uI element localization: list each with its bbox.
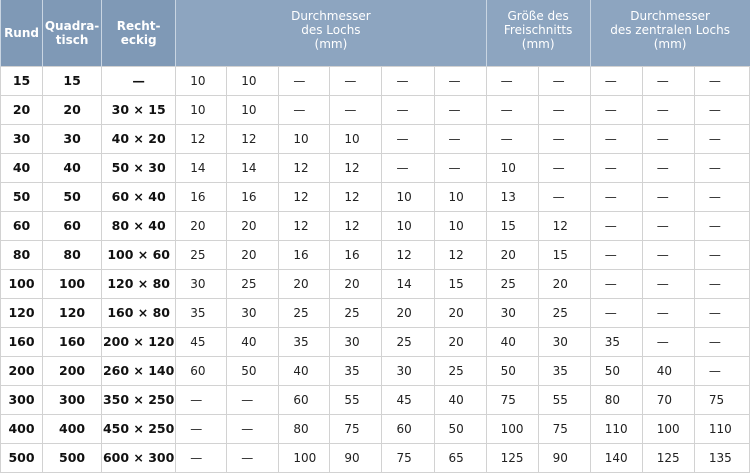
table-cell: 10 <box>486 153 538 182</box>
table-cell: 35 <box>590 327 642 356</box>
table-row <box>1 95 750 124</box>
table-cell: 14 <box>382 269 434 298</box>
table-cell: 10 <box>330 124 382 153</box>
table-row <box>1 385 750 414</box>
table-cell: 260 × 140 <box>102 356 176 385</box>
table-cell: 35 <box>330 356 382 385</box>
table-cell: 30 <box>43 124 102 153</box>
table-cell: 20 <box>330 269 382 298</box>
table-cell: 40 <box>43 153 102 182</box>
table-cell: 65 <box>434 443 486 472</box>
table-cell: 12 <box>330 182 382 211</box>
table-cell: 45 <box>176 327 227 356</box>
table-cell: — <box>102 66 176 95</box>
table-cell: 200 × 120 <box>102 327 176 356</box>
table-cell: 500 <box>1 443 43 472</box>
table-cell: 75 <box>330 414 382 443</box>
table-cell: — <box>642 211 694 240</box>
table-cell: 15 <box>486 211 538 240</box>
table-cell: 75 <box>486 385 538 414</box>
table-cell: 55 <box>330 385 382 414</box>
table-row <box>1 153 750 182</box>
table-cell: 120 <box>1 298 43 327</box>
table-cell: 35 <box>279 327 330 356</box>
table-cell: 50 × 30 <box>102 153 176 182</box>
table-cell: — <box>590 153 642 182</box>
table-cell: 10 <box>434 211 486 240</box>
table-cell: 125 <box>642 443 694 472</box>
table-cell: 10 <box>227 66 279 95</box>
table-cell: 20 <box>434 298 486 327</box>
table-cell: 100 <box>279 443 330 472</box>
table-cell: 60 <box>1 211 43 240</box>
table-cell: — <box>694 95 749 124</box>
table-cell: 25 <box>227 269 279 298</box>
table-cell: 200 <box>1 356 43 385</box>
table-cell: 50 <box>1 182 43 211</box>
table-row <box>1 269 750 298</box>
table-cell: 20 <box>176 211 227 240</box>
table-cell: — <box>538 66 590 95</box>
table-cell: 350 × 250 <box>102 385 176 414</box>
table-cell: — <box>642 153 694 182</box>
table-cell: 60 <box>279 385 330 414</box>
table-cell: 300 <box>1 385 43 414</box>
table-cell: 110 <box>694 414 749 443</box>
table-cell: 75 <box>538 414 590 443</box>
table-cell: 30 <box>330 327 382 356</box>
header-freischnitt: Größe des Freischnitts (mm) <box>486 0 590 66</box>
table-cell: 25 <box>538 298 590 327</box>
table-cell: 100 <box>1 269 43 298</box>
table-cell: 120 <box>43 298 102 327</box>
table-cell: 60 <box>43 211 102 240</box>
table-cell: 80 <box>1 240 43 269</box>
table-cell: — <box>590 211 642 240</box>
table-cell: 35 <box>176 298 227 327</box>
table-cell: 16 <box>227 182 279 211</box>
table-cell: 20 <box>538 269 590 298</box>
table-cell: — <box>694 124 749 153</box>
table-cell: — <box>382 95 434 124</box>
table-cell: 35 <box>538 356 590 385</box>
table-cell: 400 <box>1 414 43 443</box>
table-cell: 30 <box>227 298 279 327</box>
table-cell: — <box>176 385 227 414</box>
table-cell: 10 <box>382 211 434 240</box>
table-cell: 25 <box>486 269 538 298</box>
table-cell: — <box>538 153 590 182</box>
table-cell: 40 <box>279 356 330 385</box>
table-cell: 12 <box>279 182 330 211</box>
table-cell: — <box>642 327 694 356</box>
table-row <box>1 211 750 240</box>
table-cell: 12 <box>538 211 590 240</box>
table-row <box>1 327 750 356</box>
table-cell: 40 <box>227 327 279 356</box>
table-cell: — <box>590 95 642 124</box>
table-cell: 12 <box>279 211 330 240</box>
table-cell: 30 <box>538 327 590 356</box>
table-cell: 135 <box>694 443 749 472</box>
table-cell: 14 <box>227 153 279 182</box>
table-cell: — <box>227 414 279 443</box>
table-cell: 20 <box>1 95 43 124</box>
table-cell: — <box>590 269 642 298</box>
table-cell: 25 <box>382 327 434 356</box>
table-cell: 120 × 80 <box>102 269 176 298</box>
table-cell: — <box>382 153 434 182</box>
table-cell: 100 × 60 <box>102 240 176 269</box>
table-cell: 25 <box>330 298 382 327</box>
table-cell: 50 <box>486 356 538 385</box>
table-cell: 15 <box>538 240 590 269</box>
table-cell: — <box>642 66 694 95</box>
table-cell: 15 <box>1 66 43 95</box>
table-row <box>1 66 750 95</box>
table-cell: — <box>642 124 694 153</box>
table-cell: 10 <box>279 124 330 153</box>
table-cell: — <box>590 182 642 211</box>
table-cell: 100 <box>486 414 538 443</box>
table-cell: 60 × 40 <box>102 182 176 211</box>
table-cell: 55 <box>538 385 590 414</box>
table-cell: 40 <box>486 327 538 356</box>
table-cell: 12 <box>330 153 382 182</box>
table-cell: — <box>434 66 486 95</box>
table-cell: — <box>486 124 538 153</box>
table-cell: 16 <box>279 240 330 269</box>
table-cell: 50 <box>227 356 279 385</box>
table-cell: — <box>227 385 279 414</box>
table-cell: — <box>590 66 642 95</box>
table-cell: — <box>694 66 749 95</box>
table-cell: 80 <box>279 414 330 443</box>
table-cell: — <box>486 95 538 124</box>
table-cell: — <box>330 95 382 124</box>
table-cell: — <box>642 182 694 211</box>
table-cell: 450 × 250 <box>102 414 176 443</box>
table-cell: 90 <box>538 443 590 472</box>
table-cell: 40 <box>434 385 486 414</box>
table-cell: — <box>694 211 749 240</box>
table-cell: — <box>590 124 642 153</box>
table-cell: 12 <box>434 240 486 269</box>
table-cell: 200 <box>43 356 102 385</box>
table-cell: 10 <box>434 182 486 211</box>
table-cell: — <box>434 95 486 124</box>
table-cell: — <box>642 269 694 298</box>
table-cell: 80 <box>43 240 102 269</box>
table-cell: 10 <box>227 95 279 124</box>
table-cell: 12 <box>227 124 279 153</box>
table-cell: 12 <box>279 153 330 182</box>
table-cell: 45 <box>382 385 434 414</box>
table-cell: — <box>694 153 749 182</box>
table-cell: 600 × 300 <box>102 443 176 472</box>
table-cell: — <box>590 240 642 269</box>
table-cell: — <box>694 356 749 385</box>
table-cell: 160 × 80 <box>102 298 176 327</box>
table-row <box>1 443 750 472</box>
table-cell: — <box>382 124 434 153</box>
table-cell: 30 <box>382 356 434 385</box>
table-cell: — <box>227 443 279 472</box>
table-cell: 14 <box>176 153 227 182</box>
table-cell: 50 <box>590 356 642 385</box>
table-cell: — <box>279 95 330 124</box>
table-cell: 20 <box>43 95 102 124</box>
table-cell: 100 <box>642 414 694 443</box>
table-cell: 75 <box>694 385 749 414</box>
table-cell: 140 <box>590 443 642 472</box>
table-cell: 12 <box>330 211 382 240</box>
table-cell: 40 <box>1 153 43 182</box>
table-cell: 75 <box>382 443 434 472</box>
table-cell: 20 <box>486 240 538 269</box>
table-cell: 30 <box>1 124 43 153</box>
table-cell: 160 <box>43 327 102 356</box>
table-cell: 400 <box>43 414 102 443</box>
table-cell: 100 <box>43 269 102 298</box>
table-cell: 160 <box>1 327 43 356</box>
table-cell: — <box>538 182 590 211</box>
table-cell: — <box>590 298 642 327</box>
table-cell: — <box>694 269 749 298</box>
table-cell: 20 <box>227 211 279 240</box>
table-cell: 10 <box>176 66 227 95</box>
table-cell: — <box>538 95 590 124</box>
table-cell: 30 <box>486 298 538 327</box>
table-cell: 60 <box>382 414 434 443</box>
table-cell: — <box>538 124 590 153</box>
table-cell: 30 <box>176 269 227 298</box>
header-rechteckig: Recht- eckig <box>102 0 176 66</box>
table-cell: — <box>642 298 694 327</box>
table-cell: 300 <box>43 385 102 414</box>
table-cell: 60 <box>176 356 227 385</box>
table-cell: 15 <box>43 66 102 95</box>
table-cell: 50 <box>434 414 486 443</box>
table-cell: 12 <box>382 240 434 269</box>
header-rund: Rund <box>1 0 43 66</box>
table-cell: 25 <box>176 240 227 269</box>
header-row <box>1 0 750 66</box>
table-cell: 10 <box>176 95 227 124</box>
table-cell: 20 <box>382 298 434 327</box>
table-cell: 70 <box>642 385 694 414</box>
table-cell: 16 <box>176 182 227 211</box>
table-cell: 30 × 15 <box>102 95 176 124</box>
table-cell: — <box>434 153 486 182</box>
table-row <box>1 298 750 327</box>
table-cell: 25 <box>434 356 486 385</box>
table-cell: 20 <box>434 327 486 356</box>
table-cell: — <box>176 443 227 472</box>
table-cell: — <box>434 124 486 153</box>
table-cell: — <box>694 298 749 327</box>
table-cell: 25 <box>279 298 330 327</box>
table-cell: 90 <box>330 443 382 472</box>
table-cell: 16 <box>330 240 382 269</box>
table-cell: 15 <box>434 269 486 298</box>
table-cell: — <box>642 240 694 269</box>
table-cell: 80 <box>590 385 642 414</box>
table-cell: 20 <box>279 269 330 298</box>
table-row <box>1 240 750 269</box>
table-cell: — <box>279 66 330 95</box>
table-cell: 13 <box>486 182 538 211</box>
table-cell: 110 <box>590 414 642 443</box>
table-cell: — <box>694 240 749 269</box>
table-row <box>1 124 750 153</box>
table-cell: 80 × 40 <box>102 211 176 240</box>
table-cell: 40 × 20 <box>102 124 176 153</box>
table-cell: 500 <box>43 443 102 472</box>
table-cell: — <box>176 414 227 443</box>
header-zentrales-loch: Durchmesser des zentralen Lochs (mm) <box>590 0 749 66</box>
table-row <box>1 414 750 443</box>
table-cell: — <box>694 327 749 356</box>
table-cell: — <box>382 66 434 95</box>
table-cell: — <box>642 95 694 124</box>
table-cell: — <box>694 182 749 211</box>
table-cell: — <box>330 66 382 95</box>
header-quadratisch: Quadra- tisch <box>43 0 102 66</box>
table-cell: 40 <box>642 356 694 385</box>
table-cell: 20 <box>227 240 279 269</box>
header-durchmesser-lochs: Durchmesser des Lochs (mm) <box>176 0 486 66</box>
table-row <box>1 182 750 211</box>
table-cell: 12 <box>176 124 227 153</box>
table-cell: — <box>486 66 538 95</box>
table-cell: 125 <box>486 443 538 472</box>
table-row <box>1 356 750 385</box>
table-cell: 10 <box>382 182 434 211</box>
table-cell: 50 <box>43 182 102 211</box>
